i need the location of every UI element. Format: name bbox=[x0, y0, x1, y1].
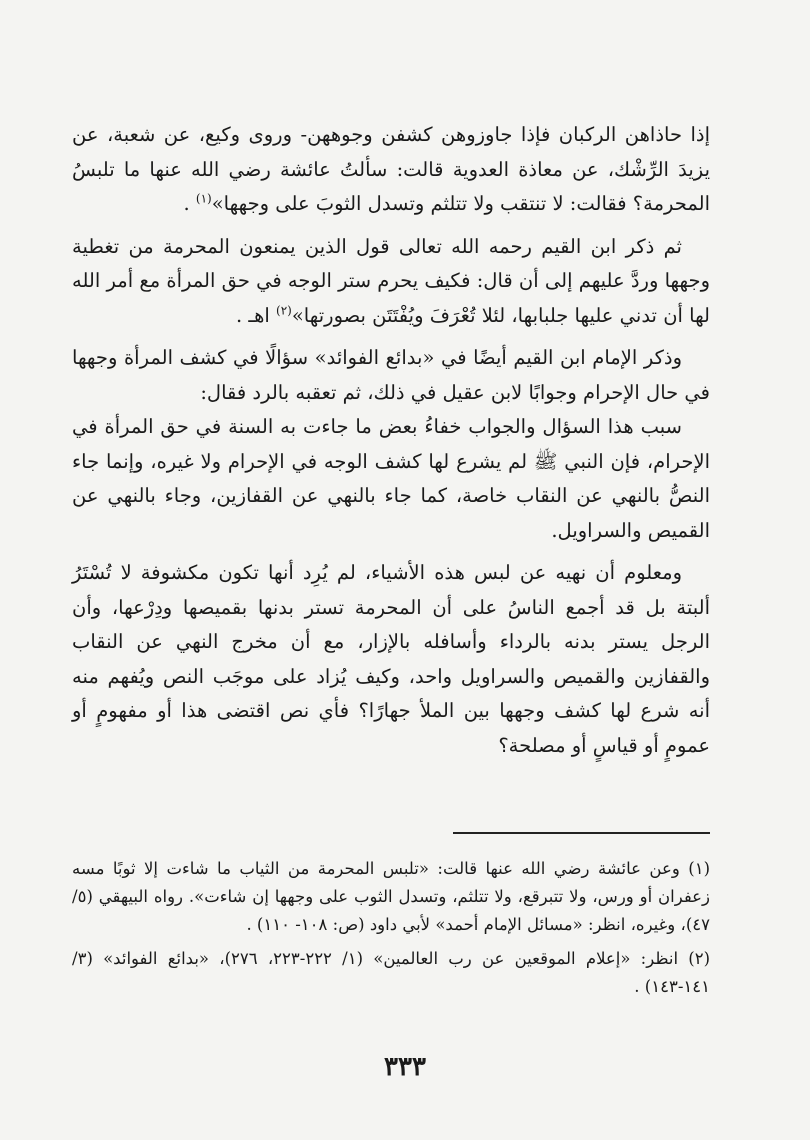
footnotes bbox=[72, 855, 710, 1007]
paragraph-4: سبب هذا السؤال والجواب خفاءُ بعض ما جاءت به السنة في حق المرأة في الإحرام، فإن النبي ﷺ لم يشرع لها كشف الوجه في الإحرام ولا غيره، وإنما جاء النصُّ بالنهي عن النقاب خاصة، كما جاء بالنهي عن القفازين، وجاء بالنهي عن القميص والسراويل. bbox=[72, 415, 710, 542]
paragraph-1: إذا حاذاهن الركبان فإذا جاوزوهن كشفن وجوههن- وروى وكيع، عن شعبة، عن يزيدَ الرِّشْك، عن معاذة العدوية قالت: سألتُ عائشة رضي الله عنها ما تلبسُ المحرمة؟ فقالت: لا تنتقب ولا تتلثم وتسدل الثوبَ على وجهها»$^{(١)}$ . bbox=[72, 123, 710, 215]
paragraph-5: ومعلوم أن نهيه عن لبس هذه الأشياء، لم يُرِد أنها تكون مكشوفة لا تُسْتَرُ ألبتة بل قد أجمع الناسُ على أن المحرمة تستر بدنها بقميصها ودِرْعها، وأن الرجل يستر بدنه بالرداء وأسافله بالإزار، مع أن مخرج النهي عن النقاب والقفازين والقميص والسراويل واحد، وكيف يُزاد على موجَب النص ويُفهم منه أنه شرع لها كشف وجهها بين الملأ جهارًا؟ فأي نص اقتضى هذا أو مفهومٍ أو عمومٍ أو قياسٍ أو مصلحة؟ bbox=[72, 561, 710, 757]
main-text bbox=[72, 118, 710, 771]
page-number: ٣٣٣ bbox=[384, 1052, 426, 1082]
footnote-ref-2: (٢) bbox=[276, 303, 292, 317]
paragraph-3: وذكر الإمام ابن القيم أيضًا في «بدائع الفوائد» سؤالًا في كشف المرأة وجهها في حال الإحرام وجوابًا لابن عقيل في ذلك، ثم تعقبه بالرد فقال: bbox=[72, 346, 710, 404]
footnote-2: (٢) انظر: «إعلام الموقعين عن رب العالمين» (١/ ٢٢٢-٢٢٣، ٢٧٦)، «بدائع الفوائد» (٣/ ١٤١-١٤٣) . bbox=[72, 949, 710, 996]
footnote-ref-1: (١) bbox=[195, 191, 212, 206]
footnote-divider bbox=[453, 832, 710, 834]
footnote-1: (١) وعن عائشة رضي الله عنها قالت: «تلبس المحرمة من الثياب ما شاءت إلا ثوبًا مسه زعفران أو ورس، ولا تتبرقع، ولا تتلثم، وتسدل الثوب على وجهها إن شاءت». رواه البيهقي (٥/ ٤٧)، وغيره، انظر: «مسائل الإمام أحمد» لأبي داود (ص: ١٠٨- ١١٠) . bbox=[72, 859, 710, 934]
paragraph-2: ثم ذكر ابن القيم رحمه الله تعالى قول الذين يمنعون المحرمة من تغطية وجهها وردَّ عليهم إلى أن قال: فكيف يحرم ستر الوجه في حق المرأة مع أمر الله لها أن تدني عليها جلبابها، لئلا تُعْرَفَ ويُفْتَتَن بصورتها»$^{(٢)}$ اهـ . bbox=[72, 234, 710, 327]
